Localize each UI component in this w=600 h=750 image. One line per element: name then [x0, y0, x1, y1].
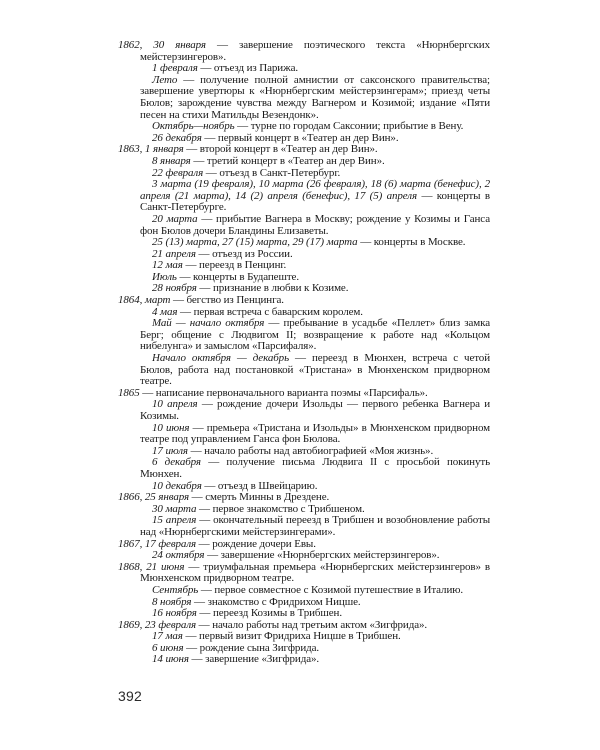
entry-text: — первое знакомство с Трибшеном. — [196, 502, 365, 515]
chronology-event-entry — [118, 423, 490, 446]
entry-text: — третий концерт в «Театер ан дер Вин». — [190, 154, 385, 167]
entry-date: Начало октября — декабрь — [152, 352, 289, 365]
entry-date: 1 февраля — [152, 62, 198, 75]
chronology-event-entry — [118, 75, 490, 121]
entry-date: 1865 — [118, 386, 140, 399]
entry-text: — отъезд в Санкт-Петербург. — [203, 166, 341, 179]
entry-text: — премьера «Тристана и Изольды» в Мюнхенском придворном театре под управлением Ганса фон Бюлова. — [140, 421, 490, 446]
entry-date: 1863, 1 января — [118, 143, 184, 156]
entry-text: — признание в любви к Козиме. — [196, 282, 349, 295]
entry-text: — рождение дочери Евы. — [196, 537, 316, 550]
entry-text: — прибытие Вагнера в Москву; рождение у Козимы и Ганса фон Бюлов дочери Бландины Елизаветы. — [140, 212, 491, 237]
entry-text: — концерты в Санкт-Петербурге. — [140, 189, 490, 214]
page-number: 392 — [118, 688, 142, 704]
entry-text: — турне по городам Саксонии; прибытие в Вену. — [234, 120, 464, 133]
chronology-event-entry — [118, 457, 490, 480]
entry-text: — первый визит Фридриха Ницше в Трибшен. — [182, 630, 401, 643]
entry-text: — отъезд из Парижа. — [197, 62, 299, 75]
entry-text: — отъезд в Швейцарию. — [201, 479, 318, 492]
entry-date: 24 октября — [152, 549, 205, 562]
entry-text: — завершение «Зигфрида». — [188, 653, 320, 666]
entry-date: 1867, 17 февраля — [118, 537, 197, 550]
entry-date: 1864, март — [118, 294, 171, 307]
entry-text: — первая встреча с баварским королем. — [177, 305, 363, 318]
chronology-year-entry — [118, 562, 490, 585]
entry-date: 17 мая — [152, 630, 183, 643]
entry-date: 10 декабря — [152, 479, 202, 492]
chronology-year-entry — [118, 40, 490, 63]
entry-text: — окончательный переезд в Трибшен и возобновление работы над «Нюрнбергскими мейстерзингерами». — [140, 514, 491, 538]
entry-date: 4 мая — [152, 305, 178, 318]
entry-date: 1866, 25 января — [118, 491, 189, 504]
entry-date: 15 апреля — [152, 514, 197, 527]
entry-date: 14 июня — [152, 653, 189, 666]
entry-date: 1868, 21 июня — [118, 560, 185, 573]
entry-text: — знакомство с Фридрихом Ницше. — [191, 595, 361, 608]
entry-date: Май — начало октября — [152, 317, 265, 330]
entry-date: 6 июня — [152, 641, 184, 654]
entry-date: 25 (13) марта, 27 (15) марта, 29 (17) марта — [152, 236, 358, 249]
entry-date: 26 декабря — [152, 131, 202, 144]
entry-date: 21 апреля — [152, 247, 196, 260]
entry-date: Октябрь—ноябрь — [152, 120, 235, 133]
entry-text: — завершение поэтического текста «Нюрнбергских мейстерзингеров». — [140, 39, 490, 63]
entry-text: — концерты в Будапеште. — [176, 270, 299, 283]
entry-date: 16 ноября — [152, 607, 197, 620]
entry-date: 6 декабря — [152, 456, 201, 469]
entry-date: 1869, 23 февраля — [118, 618, 197, 631]
entry-text: — переезд в Пенцинг. — [182, 259, 287, 272]
chronology-event-entry — [118, 318, 490, 353]
chronology-event-entry — [118, 179, 490, 214]
entry-date: Сентябрь — [152, 583, 199, 596]
entry-text: — завершение «Нюрнбергских мейстерзингеров». — [204, 549, 440, 562]
entry-date: 8 ноября — [152, 595, 192, 608]
entry-date: 1862, 30 января — [118, 39, 206, 51]
entry-text: — переезд Козимы в Трибшен. — [196, 607, 342, 620]
entry-text: — триумфальная премьера «Нюрнбергских мейстерзингеров» в Мюнхенском придворном театре. — [140, 560, 490, 585]
entry-text: — получение полной амнистии от саксонского правительства; завершение увертюры к «Нюрнбергским мейстерзингерам»; приезд четы Бюлов; зарождение чувства между Вагнером и Козимой; издание «Пяти песен на стихи Матильды Везендонк». — [140, 73, 490, 121]
chronology-event-entry — [118, 654, 490, 666]
entry-text: — получение письма Людвига II с просьбой покинуть Мюнхен. — [140, 456, 490, 480]
entry-date: 28 ноября — [152, 282, 197, 295]
chronology-event-entry — [118, 214, 490, 237]
entry-date: 20 марта — [152, 212, 198, 225]
entry-date: Лето — [152, 73, 178, 86]
entry-text: — рождение сына Зигфрида. — [183, 641, 320, 654]
entry-text: — рождение дочери Изольды — первого ребенка Вагнера и Козимы. — [140, 398, 490, 422]
entry-text: — первый концерт в «Театер ан дер Вин». — [201, 131, 399, 144]
chronology-text — [118, 40, 490, 666]
entry-text: — написание первоначального варианта поэмы «Парсифаль». — [139, 386, 428, 399]
entry-date: 8 января — [152, 154, 191, 167]
entry-text: — первое совместное с Козимой путешествие в Италию. — [198, 583, 463, 596]
entry-date: 22 февраля — [152, 166, 204, 179]
entry-date: 3 марта (19 февраля), 10 марта (26 февраля), 18 (6) марта (бенефис), 2 апреля (21 марта), 14 (2) апреля (бенефис), 17 (5) апреля — [140, 178, 490, 202]
entry-date: 30 марта — [152, 502, 197, 515]
entry-date: 12 мая — [152, 259, 183, 272]
entry-text: — пребывание в усадьбе «Пеллет» близ замка Берг; общение с Людвигом II; возвращение к работе над «Кольцом нибелунга» и замыслом «Парсифаля». — [140, 317, 490, 353]
entry-date: 17 июля — [152, 444, 188, 457]
chronology-event-entry — [118, 399, 490, 422]
chronology-event-entry — [118, 515, 490, 538]
entry-text: — смерть Минны в Дрездене. — [189, 491, 330, 504]
entry-date: 10 апреля — [152, 398, 198, 411]
entry-text: — переезд в Мюнхен, встреча с четой Бюлов, работа над постановкой «Тристана» в Мюнхенском придворном театре. — [140, 352, 490, 388]
entry-date: 10 июня — [152, 421, 190, 434]
entry-text: — начало работы над автобиографией «Моя жизнь». — [187, 444, 434, 457]
chronology-event-entry — [118, 353, 490, 388]
entry-text: — второй концерт в «Театер ан дер Вин». — [183, 143, 378, 156]
entry-text: — бегство из Пенцинга. — [170, 294, 284, 307]
entry-date: Июль — [152, 270, 177, 283]
entry-text: — начало работы над третьим актом «Зигфрида». — [196, 618, 428, 631]
entry-text: — отъезд из России. — [195, 247, 293, 260]
entry-text: — концерты в Москве. — [357, 236, 466, 249]
